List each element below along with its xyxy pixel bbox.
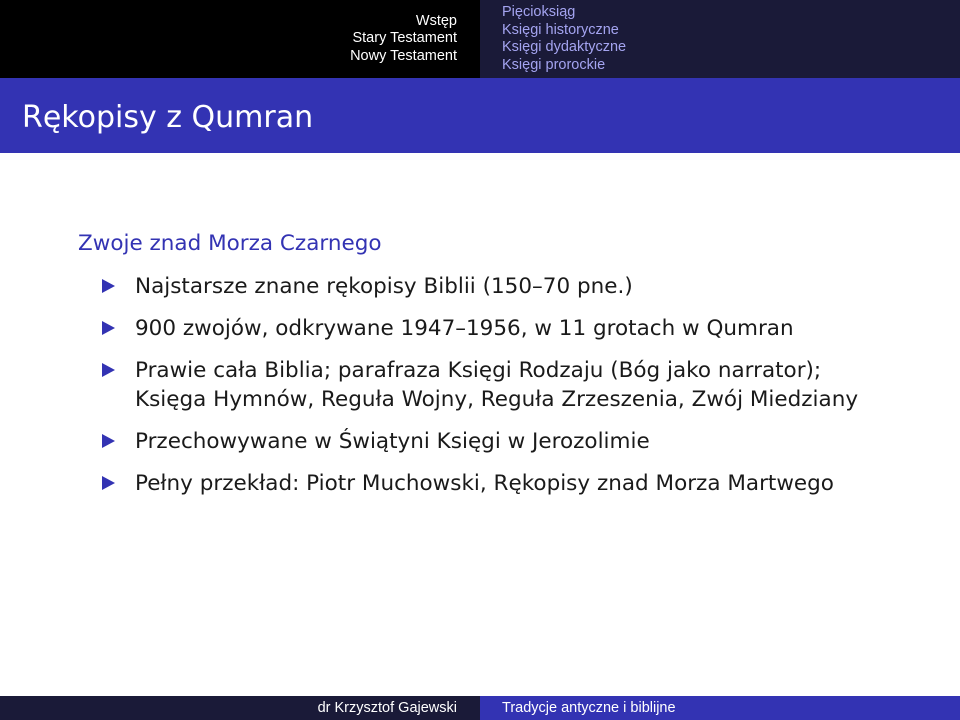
footer-author: dr Krzysztof Gajewski xyxy=(317,700,457,716)
content-block xyxy=(78,228,898,511)
triangle-right-icon xyxy=(102,476,115,490)
nav-section-wstep[interactable]: Wstęp xyxy=(415,12,457,29)
footer-course-panel xyxy=(480,696,960,720)
block-title: Zwoje znad Morza Czarnego xyxy=(78,231,382,256)
bullet-text: Prawie cała Biblia; parafraza Księgi Rodzaju (Bóg jako narrator); Księga Hymnów, Reguła Wojny, Reguła Zrzeszenia, Zwój Miedziany xyxy=(135,358,859,412)
section-navigation xyxy=(0,0,480,78)
nav-section-stary-testament[interactable]: Stary Testament xyxy=(352,30,457,47)
bullet-item xyxy=(78,314,898,343)
title-bar xyxy=(0,78,960,153)
bullet-list xyxy=(78,272,898,498)
bullet-text: Przechowywane w Świątyni Księgi w Jerozolimie xyxy=(135,429,650,454)
page-title: Rękopisy z Qumran xyxy=(22,100,314,135)
nav-subsection-ksiegi-prorockie[interactable]: Księgi prorockie xyxy=(502,56,606,73)
footer xyxy=(0,696,960,720)
nav-subsection-ksiegi-dydaktyczne[interactable]: Księgi dydaktyczne xyxy=(502,39,627,55)
bullet-item xyxy=(78,272,898,301)
triangle-right-icon xyxy=(102,363,115,377)
bullet-item xyxy=(78,469,898,498)
bullet-item xyxy=(78,427,898,456)
navigation-bar xyxy=(0,0,960,78)
footer-course-title: Tradycje antyczne i biblijne xyxy=(502,700,676,716)
nav-subsection-pieciksiag[interactable]: Pięcioksiąg xyxy=(502,4,576,20)
triangle-right-icon xyxy=(102,434,115,448)
bullet-text: Najstarsze znane rękopisy Biblii (150–70 pne.) xyxy=(135,274,633,299)
subsection-navigation xyxy=(480,0,960,78)
triangle-right-icon xyxy=(102,279,115,293)
bullet-text: Pełny przekład: Piotr Muchowski, Rękopisy znad Morza Martwego xyxy=(135,471,834,496)
triangle-right-icon xyxy=(102,321,115,335)
nav-subsection-ksiegi-historyczne[interactable]: Księgi historyczne xyxy=(502,21,619,38)
nav-section-nowy-testament[interactable]: Nowy Testament xyxy=(350,47,457,64)
bullet-item xyxy=(78,356,898,414)
footer-author-panel xyxy=(0,696,480,720)
bullet-text: 900 zwojów, odkrywane 1947–1956, w 11 grotach w Qumran xyxy=(135,316,794,341)
